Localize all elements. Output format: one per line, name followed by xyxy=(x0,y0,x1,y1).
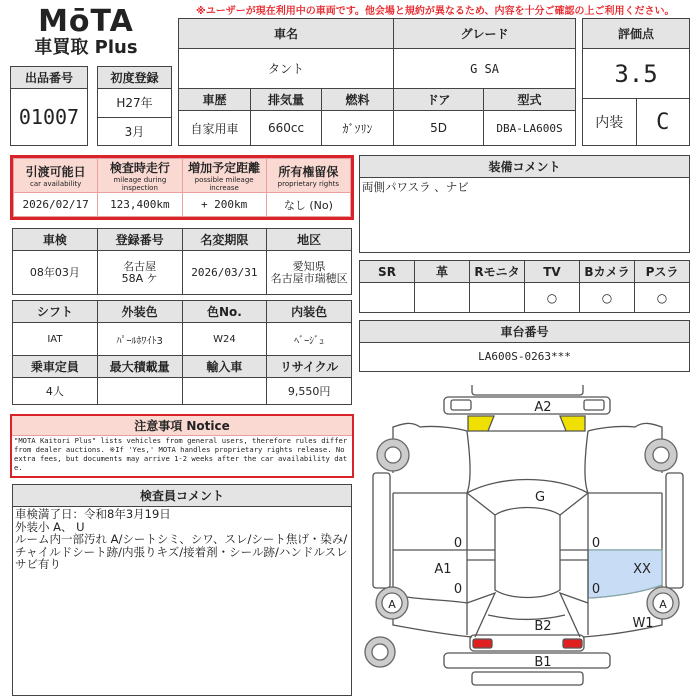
interior-color-label: 内装色 xyxy=(267,301,352,323)
exterior-color-label: 外装色 xyxy=(97,301,182,323)
color-no-label: 色No. xyxy=(182,301,267,323)
max-load-label: 最大積載量 xyxy=(97,356,182,378)
recycle-label: リサイクル xyxy=(267,356,352,378)
car-damage-diagram xyxy=(360,385,700,700)
inspection-date: 08年03月 xyxy=(13,251,98,295)
rear-right-light xyxy=(563,639,582,648)
mileage: 123,400km xyxy=(98,193,182,217)
region xyxy=(267,251,352,295)
label-tire-a-right: A xyxy=(659,598,667,611)
label-tire-a-left: A xyxy=(388,598,396,611)
label-zero: 0 xyxy=(591,536,601,551)
first-reg-label: 初度登録 xyxy=(98,67,172,89)
plate-city: 名古屋 xyxy=(123,259,157,273)
first-reg-year: H27年 xyxy=(98,89,172,118)
grade: G SA xyxy=(394,49,576,89)
specs-table xyxy=(12,300,352,405)
roof xyxy=(495,508,560,598)
fuel: ｶﾞｿﾘﾝ xyxy=(322,111,394,146)
label-zero: 0 xyxy=(453,582,463,597)
label-a2: A2 xyxy=(534,400,552,415)
doors: 5D xyxy=(394,111,484,146)
car-name-label: 車名 xyxy=(179,19,394,49)
first-registration-table xyxy=(97,66,172,146)
city: 名古屋市瑞穂区 xyxy=(270,271,348,285)
shift-label: シフト xyxy=(13,301,98,323)
mileage-increase-header xyxy=(182,159,266,193)
listing-number-label: 出品番号 xyxy=(11,67,88,89)
interior-label: 内装 xyxy=(583,99,637,146)
label: 引渡可能日 xyxy=(25,165,86,179)
options-table xyxy=(359,260,690,313)
score-table xyxy=(582,18,690,146)
score-label: 評価点 xyxy=(583,19,690,49)
option-back-camera-label: Bカメラ xyxy=(580,261,635,283)
front-right-light xyxy=(560,416,585,431)
left-side-sill xyxy=(373,473,390,588)
shift: IAT xyxy=(13,323,98,356)
registration-table xyxy=(12,228,352,295)
name-change-label: 名変期限 xyxy=(182,229,267,251)
notice-title: 注意事項 Notice xyxy=(12,416,352,436)
option-rear-monitor-label: Rモニタ xyxy=(470,261,525,283)
name-change-deadline: 2026/03/31 xyxy=(182,251,267,295)
history-label: 車歴 xyxy=(179,89,251,111)
availability-table xyxy=(13,158,351,217)
option-power-slide: ○ xyxy=(635,283,690,313)
history: 自家用車 xyxy=(179,111,251,146)
availability-date: 2026/02/17 xyxy=(14,193,98,217)
capacity: 4人 xyxy=(13,378,98,405)
capacity-label: 乗車定員 xyxy=(13,356,98,378)
comment-line: 車検満了日：令和8年3月19日 xyxy=(15,507,171,521)
doors-label: ドア xyxy=(394,89,484,111)
displacement-label: 排気量 xyxy=(251,89,322,111)
comment-line: サビ有り xyxy=(15,557,61,571)
rear-bumper xyxy=(444,653,610,668)
chassis-number: LA600S-0263*** xyxy=(478,350,571,363)
front-bumper-top xyxy=(472,385,583,395)
exterior-color: ﾊﾟｰﾙﾎﾜｲﾄ3 xyxy=(97,323,182,356)
availability-header xyxy=(14,159,98,193)
listing-number-table xyxy=(10,66,88,146)
sublabel: car availability xyxy=(29,180,82,188)
displacement: 660cc xyxy=(251,111,322,146)
option-sr xyxy=(360,283,415,313)
plate-label: 登録番号 xyxy=(97,229,182,251)
rear-bumper-bottom xyxy=(472,672,583,685)
option-tv: ○ xyxy=(525,283,580,313)
label-g: G xyxy=(534,490,546,505)
label-w1: W1 xyxy=(632,616,654,631)
color-no: W24 xyxy=(182,323,267,356)
inspector-comment-text xyxy=(13,507,351,572)
warning-text: ※ユーザーが現在利用中の車両です。他会場と規約が異なるため、内容を十分ご確認の上ご利用ください。 xyxy=(196,6,675,17)
label-xx: XX xyxy=(633,562,651,577)
interior-grade: C xyxy=(636,99,690,146)
label: 所有権留保 xyxy=(278,165,339,179)
prefecture: 愛知県 xyxy=(292,259,326,273)
option-power-slide-label: Pスラ xyxy=(635,261,690,283)
proprietary-rights: なし (No) xyxy=(266,193,350,217)
mileage-increase: + 200km xyxy=(182,193,266,217)
region-label: 地区 xyxy=(267,229,352,251)
option-back-camera: ○ xyxy=(580,283,635,313)
label-a1: A1 xyxy=(434,562,452,577)
model-label: 型式 xyxy=(484,89,576,111)
score-value: 3.5 xyxy=(583,49,690,99)
chassis-box xyxy=(359,320,690,372)
logo-subtitle: 車買取 Plus xyxy=(34,37,138,58)
import-label: 輸入車 xyxy=(182,356,267,378)
car-name: タント xyxy=(179,49,394,89)
label: 検査時走行 xyxy=(109,161,170,175)
notice-text: "MOTA Kaitori Plus" lists vehicles from general users, therefore rules differ from dealer auctions. ※If 'Yes,' MOTA handles proprietary rights release. No extra fees, but documents may arrive 1-2 weeks after the car availability date. xyxy=(14,436,348,472)
model: DBA-LA600S xyxy=(484,111,576,146)
comment-line: ルーム内一部汚れ A/シートシミ、シワ、スレ/シート焦げ・染み/チャイルドシート跡/内張りキズ/接着剤・シール跡/ハンドルスレ xyxy=(15,532,348,559)
option-sr-label: SR xyxy=(360,261,415,283)
sublabel: possible mileage increase xyxy=(194,176,254,192)
sublabel: mileage during inspection xyxy=(113,176,167,192)
plate-number xyxy=(97,251,182,295)
plate-code: 58A ケ xyxy=(121,271,158,285)
mileage-header xyxy=(98,159,182,193)
max-load xyxy=(97,378,182,405)
inspector-comment-box xyxy=(12,484,352,696)
option-leather-label: 革 xyxy=(415,261,470,283)
first-reg-month: 3月 xyxy=(98,117,172,146)
interior-color: ﾍﾞｰｼﾞｭ xyxy=(267,323,352,356)
rear-left-light xyxy=(473,639,492,648)
vehicle-table xyxy=(178,18,576,146)
equipment-comment-title: 装備コメント xyxy=(360,156,689,178)
equipment-comment-box xyxy=(359,155,690,253)
fuel-label: 燃料 xyxy=(322,89,394,111)
comment-line: 外装小 A、 U xyxy=(15,519,85,534)
label-zero: 0 xyxy=(591,582,601,597)
option-tv-label: TV xyxy=(525,261,580,283)
option-leather xyxy=(415,283,470,313)
grade-label: グレード xyxy=(394,19,576,49)
inspection-label: 車検 xyxy=(13,229,98,251)
listing-number: 01007 xyxy=(11,89,88,146)
import xyxy=(182,378,267,405)
logo-text: MōTA xyxy=(38,4,134,39)
label-b2: B2 xyxy=(534,619,552,634)
right-side-sill xyxy=(666,473,683,588)
sublabel: proprietary rights xyxy=(277,180,340,188)
option-rear-monitor xyxy=(470,283,525,313)
equipment-comment-text: 両側パワスラ 、ナビ xyxy=(362,180,469,194)
notice-box xyxy=(10,414,354,478)
label-zero: 0 xyxy=(453,536,463,551)
recycle-fee: 9,550円 xyxy=(267,378,352,405)
chassis-title: 車台番号 xyxy=(360,321,689,343)
mota-logo xyxy=(30,6,142,58)
front-left-light xyxy=(468,416,494,431)
label: 増加予定距離 xyxy=(188,161,261,175)
label-b1: B1 xyxy=(534,655,552,670)
inspector-comment-title: 検査員コメント xyxy=(13,485,351,507)
proprietary-header xyxy=(266,159,350,193)
